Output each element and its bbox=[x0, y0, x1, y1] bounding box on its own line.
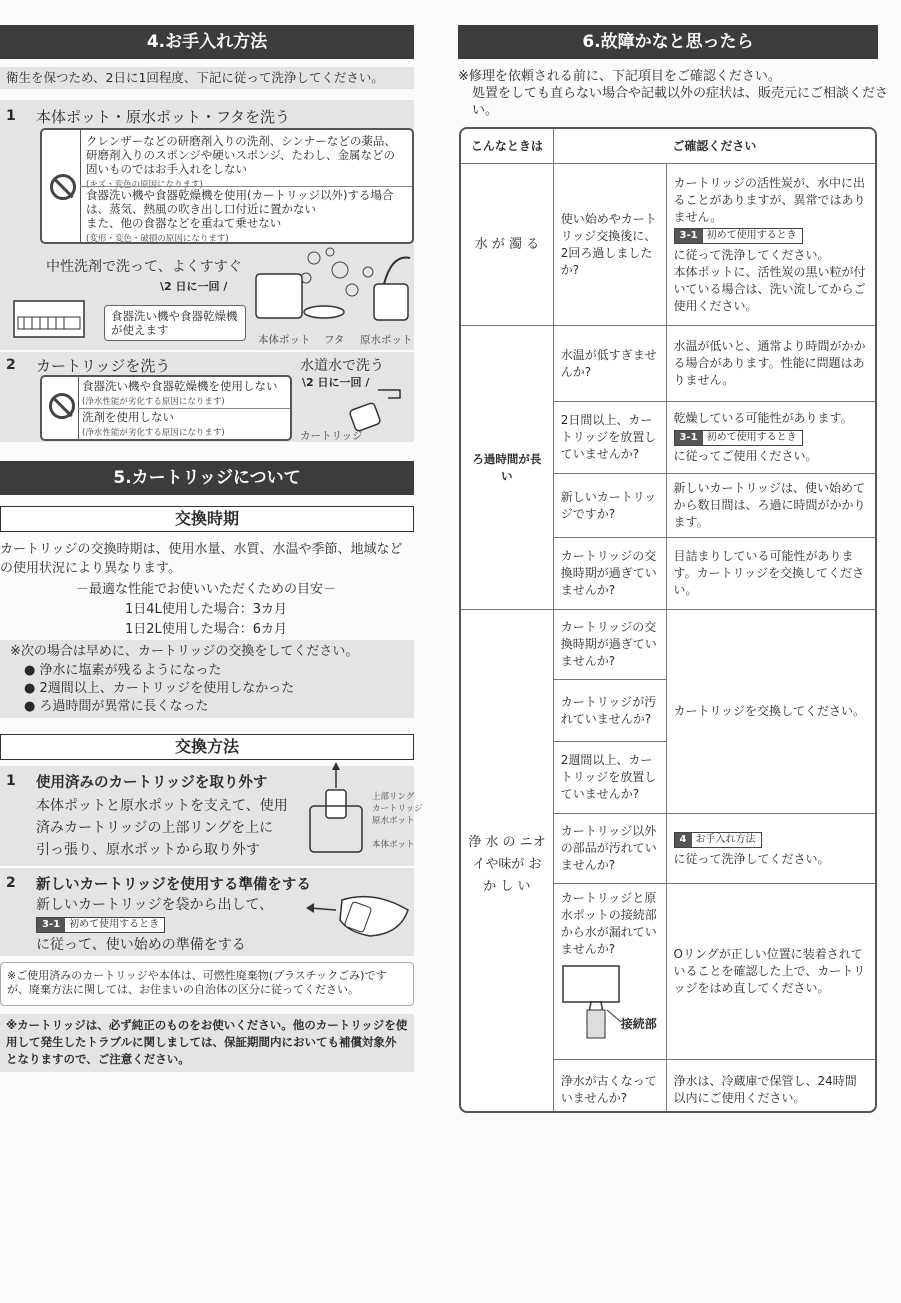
cause-old-water: 浄水が古くなっていませんか? bbox=[553, 1060, 666, 1114]
ref-3-1: 3-1 初めて使用するとき bbox=[36, 917, 165, 933]
warning-no-detergent: 洗剤を使用しない (浄水性能が劣化する原因になります) bbox=[82, 410, 225, 438]
replacement-method-heading: 交換方法 bbox=[0, 734, 414, 760]
tap-water-wash: 水道水で洗う bbox=[300, 358, 384, 374]
cause-unused: 2週間以上、カートリッジを放置していませんか? bbox=[553, 742, 666, 814]
early-replacement-panel bbox=[0, 640, 414, 718]
prohibited-icon-2 bbox=[49, 393, 75, 419]
cause-dry: 2日間以上、カートリッジを放置していませんか? bbox=[553, 402, 666, 474]
fix-dry: 乾燥している可能性があります。 3-1 初めて使用するとき に従ってご使用ください。 bbox=[666, 402, 875, 474]
genuine-cartridge-note: ※カートリッジは、必ず純正のものをお使いください。他のカートリッジを使用して発生したトラブルに関しましては、保証期間内においても補償対象外となりますので、ご注意ください。 bbox=[0, 1014, 414, 1072]
guide-box bbox=[0, 580, 412, 640]
step-2-title: カートリッジを洗う bbox=[36, 357, 171, 375]
washing-parts-illustration bbox=[244, 244, 414, 334]
bullet-chlorine: ● 浄水に塩素が残るようになった bbox=[24, 663, 222, 678]
troubleshooting-table-frame bbox=[459, 127, 877, 1113]
step-1-title: 本体ポット・原水ポット・フタを洗う bbox=[36, 108, 290, 126]
step-2-number: 2 bbox=[6, 357, 16, 373]
ref-3-1-row3: 3-1 初めて使用するとき bbox=[674, 430, 803, 446]
replacement-timing-heading: 交換時期 bbox=[0, 506, 414, 532]
wash-instruction: 中性洗剤で洗って、よくすすぐ bbox=[46, 259, 242, 275]
dishwasher-ok-note: 食器洗い機や食器乾燥機が使えます bbox=[104, 305, 246, 341]
method-1-title: 使用済みのカートリッジを取り外す bbox=[36, 775, 268, 791]
label-body-pot: 本体ポット bbox=[258, 334, 311, 346]
fix-old-water: 浄水は、冷蔵庫で保管し、24時間以内にご使用ください。 bbox=[666, 1060, 875, 1114]
warning-no-dishwasher: 食器洗い機や食器乾燥機を使用しない (浄水性能が劣化する原因になります) bbox=[82, 379, 278, 407]
ref-4: 4 お手入れ方法 bbox=[674, 832, 762, 848]
cartridge-rinse-illustration bbox=[330, 386, 410, 434]
cause-first-use: 使い始めやカートリッジ交換後に、2回ろ過しましたか? bbox=[553, 164, 666, 326]
warning-dishwasher: 食器洗い機や食器乾燥機を使用(カートリッジ以外)する場合は、蒸気、熱風の吹き出し口付近に置かない また、他の食器などを重ねて乗せない (変形・変色・破損の原因になります) bbox=[86, 188, 394, 244]
cartridge-bag-illustration bbox=[304, 890, 414, 940]
method-1-text: 本体ポットと原水ポットを支えて、使用 済みカートリッジの上部リングを上に 引っ張り、原水ポットから取り外す bbox=[36, 798, 288, 858]
header-situation: こんなときは bbox=[461, 129, 554, 164]
label-raw-pot: 原水ポット bbox=[360, 334, 413, 346]
method-2-number: 2 bbox=[6, 875, 16, 891]
cause-new: 新しいカートリッジですか? bbox=[553, 474, 666, 538]
fix-cold-water: 水温が低いと、通常より時間がかかる場合があります。性能に問題はありません。 bbox=[666, 326, 875, 402]
method-2-title: 新しいカートリッジを使用する準備をする bbox=[36, 877, 311, 893]
prohibited-icon bbox=[50, 174, 76, 200]
fix-replace: カートリッジを交換してください。 bbox=[666, 610, 875, 814]
cause-expired-2: カートリッジの交換時期が過ぎていませんか? bbox=[553, 610, 666, 680]
label-top-ring: 上部リング bbox=[372, 792, 415, 802]
replacement-timing-text: カートリッジの交換時期は、使用水量、水質、水温や季節、地域などの使用状況により異なります。 bbox=[0, 542, 403, 576]
cartridge-removal-illustration bbox=[296, 760, 372, 860]
step-1-warning-box bbox=[40, 128, 414, 244]
section-5-title: 5.カートリッジについて bbox=[0, 461, 414, 495]
ref-3-1-row1: 3-1 初めて使用するとき bbox=[674, 228, 803, 244]
header-check: ご確認ください bbox=[553, 129, 875, 164]
step-1-number: 1 bbox=[6, 108, 16, 124]
step-2-frequency: \2 日に一回 / bbox=[302, 376, 370, 389]
troubleshooting-table bbox=[460, 128, 876, 1113]
section-4-intro: 衛生を保つため、2日に1回程度、下記に従って洗浄してください。 bbox=[0, 67, 414, 89]
label-lid: フタ bbox=[324, 334, 345, 346]
bullet-unused: ● 2週間以上、カートリッジを使用しなかった bbox=[24, 681, 295, 696]
group-slow: ろ過時間が長い bbox=[461, 326, 554, 610]
section-4-title: 4.お手入れ方法 bbox=[0, 25, 414, 59]
cause-cold-water: 水温が低すぎませんか? bbox=[553, 326, 666, 402]
label-cartridge-2: カートリッジ bbox=[372, 804, 423, 814]
dish-dryer-illustration bbox=[8, 295, 98, 340]
step-2-warning-box bbox=[40, 375, 292, 441]
cause-parts-dirty: カートリッジ以外の部品が汚れていませんか? bbox=[553, 814, 666, 884]
connector-illustration bbox=[561, 958, 659, 1038]
cause-expired: カートリッジの交換時期が過ぎていませんか? bbox=[553, 538, 666, 610]
bullet-slow: ● ろ過時間が異常に長くなった bbox=[24, 699, 209, 714]
guide-4l: 1日4L使用した場合：3カ月 bbox=[124, 602, 288, 617]
label-connector: 接続部 bbox=[620, 1017, 657, 1031]
wash-frequency: \2 日に一回 / bbox=[160, 280, 228, 293]
group-cloudy: 水 が 濁 る bbox=[461, 164, 554, 326]
label-cartridge: カートリッジ bbox=[300, 430, 363, 442]
fix-leak: Oリングが正しい位置に装着されていることを確認した上で、カートリッジをはめ直してください。 bbox=[666, 884, 875, 1060]
section-6-intro: ※修理を依頼される前に、下記項目をご確認ください。 処置をしても直らない場合や記載以外の症状は、販売元にご相談ください。 bbox=[458, 69, 889, 118]
guide-2l: 1日2L使用した場合：6カ月 bbox=[124, 622, 288, 637]
warning-abrasive: クレンザーなどの研磨剤入りの洗剤、シンナーなどの薬品、研磨剤入りのスポンジや硬いスポンジ、たわし、金属などの固いものではお手入れをしない (キズ・変色の原因になります) bbox=[86, 134, 396, 190]
section-6-title: 6.故障かなと思ったら bbox=[458, 25, 878, 59]
fix-expired: 目詰まりしている可能性があります。カートリッジを交換してください。 bbox=[666, 538, 875, 610]
guide-title: －最適な性能でお使いいただくための目安－ bbox=[75, 582, 336, 597]
early-replacement-note: ※次の場合は早めに、カートリッジの交換をしてください。 bbox=[10, 644, 359, 659]
fix-first-use: カートリッジの活性炭が、水中に出ることがありますが、異常ではありません。 3-1 初めて使用するとき に従って洗浄してください。 本体ポットに、活性炭の黒い粒が付いている場合は、洗い流してからご使用ください。 bbox=[666, 164, 875, 326]
fix-new: 新しいカートリッジは、使い始めてから数日間は、ろ過に時間がかかります。 bbox=[666, 474, 875, 538]
fix-parts-dirty: 4 お手入れ方法 に従って洗浄してください。 bbox=[666, 814, 875, 884]
cause-leak: カートリッジと原水ポットの接続部から水が漏れていませんか? 接続部 bbox=[553, 884, 666, 1060]
label-raw-pot-2: 原水ポット bbox=[372, 816, 415, 826]
disposal-note: ※ご使用済みのカートリッジや本体は、可燃性廃棄物(プラスチックごみ)ですが、廃棄方法に関しては、お住まいの自治体の区分に従ってください。 bbox=[0, 962, 414, 1006]
label-body-pot-2: 本体ポット bbox=[372, 840, 415, 850]
method-2-text: 新しいカートリッジを袋から出して、 3-1 初めて使用するとき に従って、使い始めの準備をする bbox=[36, 897, 274, 953]
method-1-number: 1 bbox=[6, 773, 16, 789]
cause-dirty: カートリッジが汚れていませんか? bbox=[553, 680, 666, 742]
group-taste: 浄 水 の ニオイや味が お か し い bbox=[461, 610, 554, 1114]
